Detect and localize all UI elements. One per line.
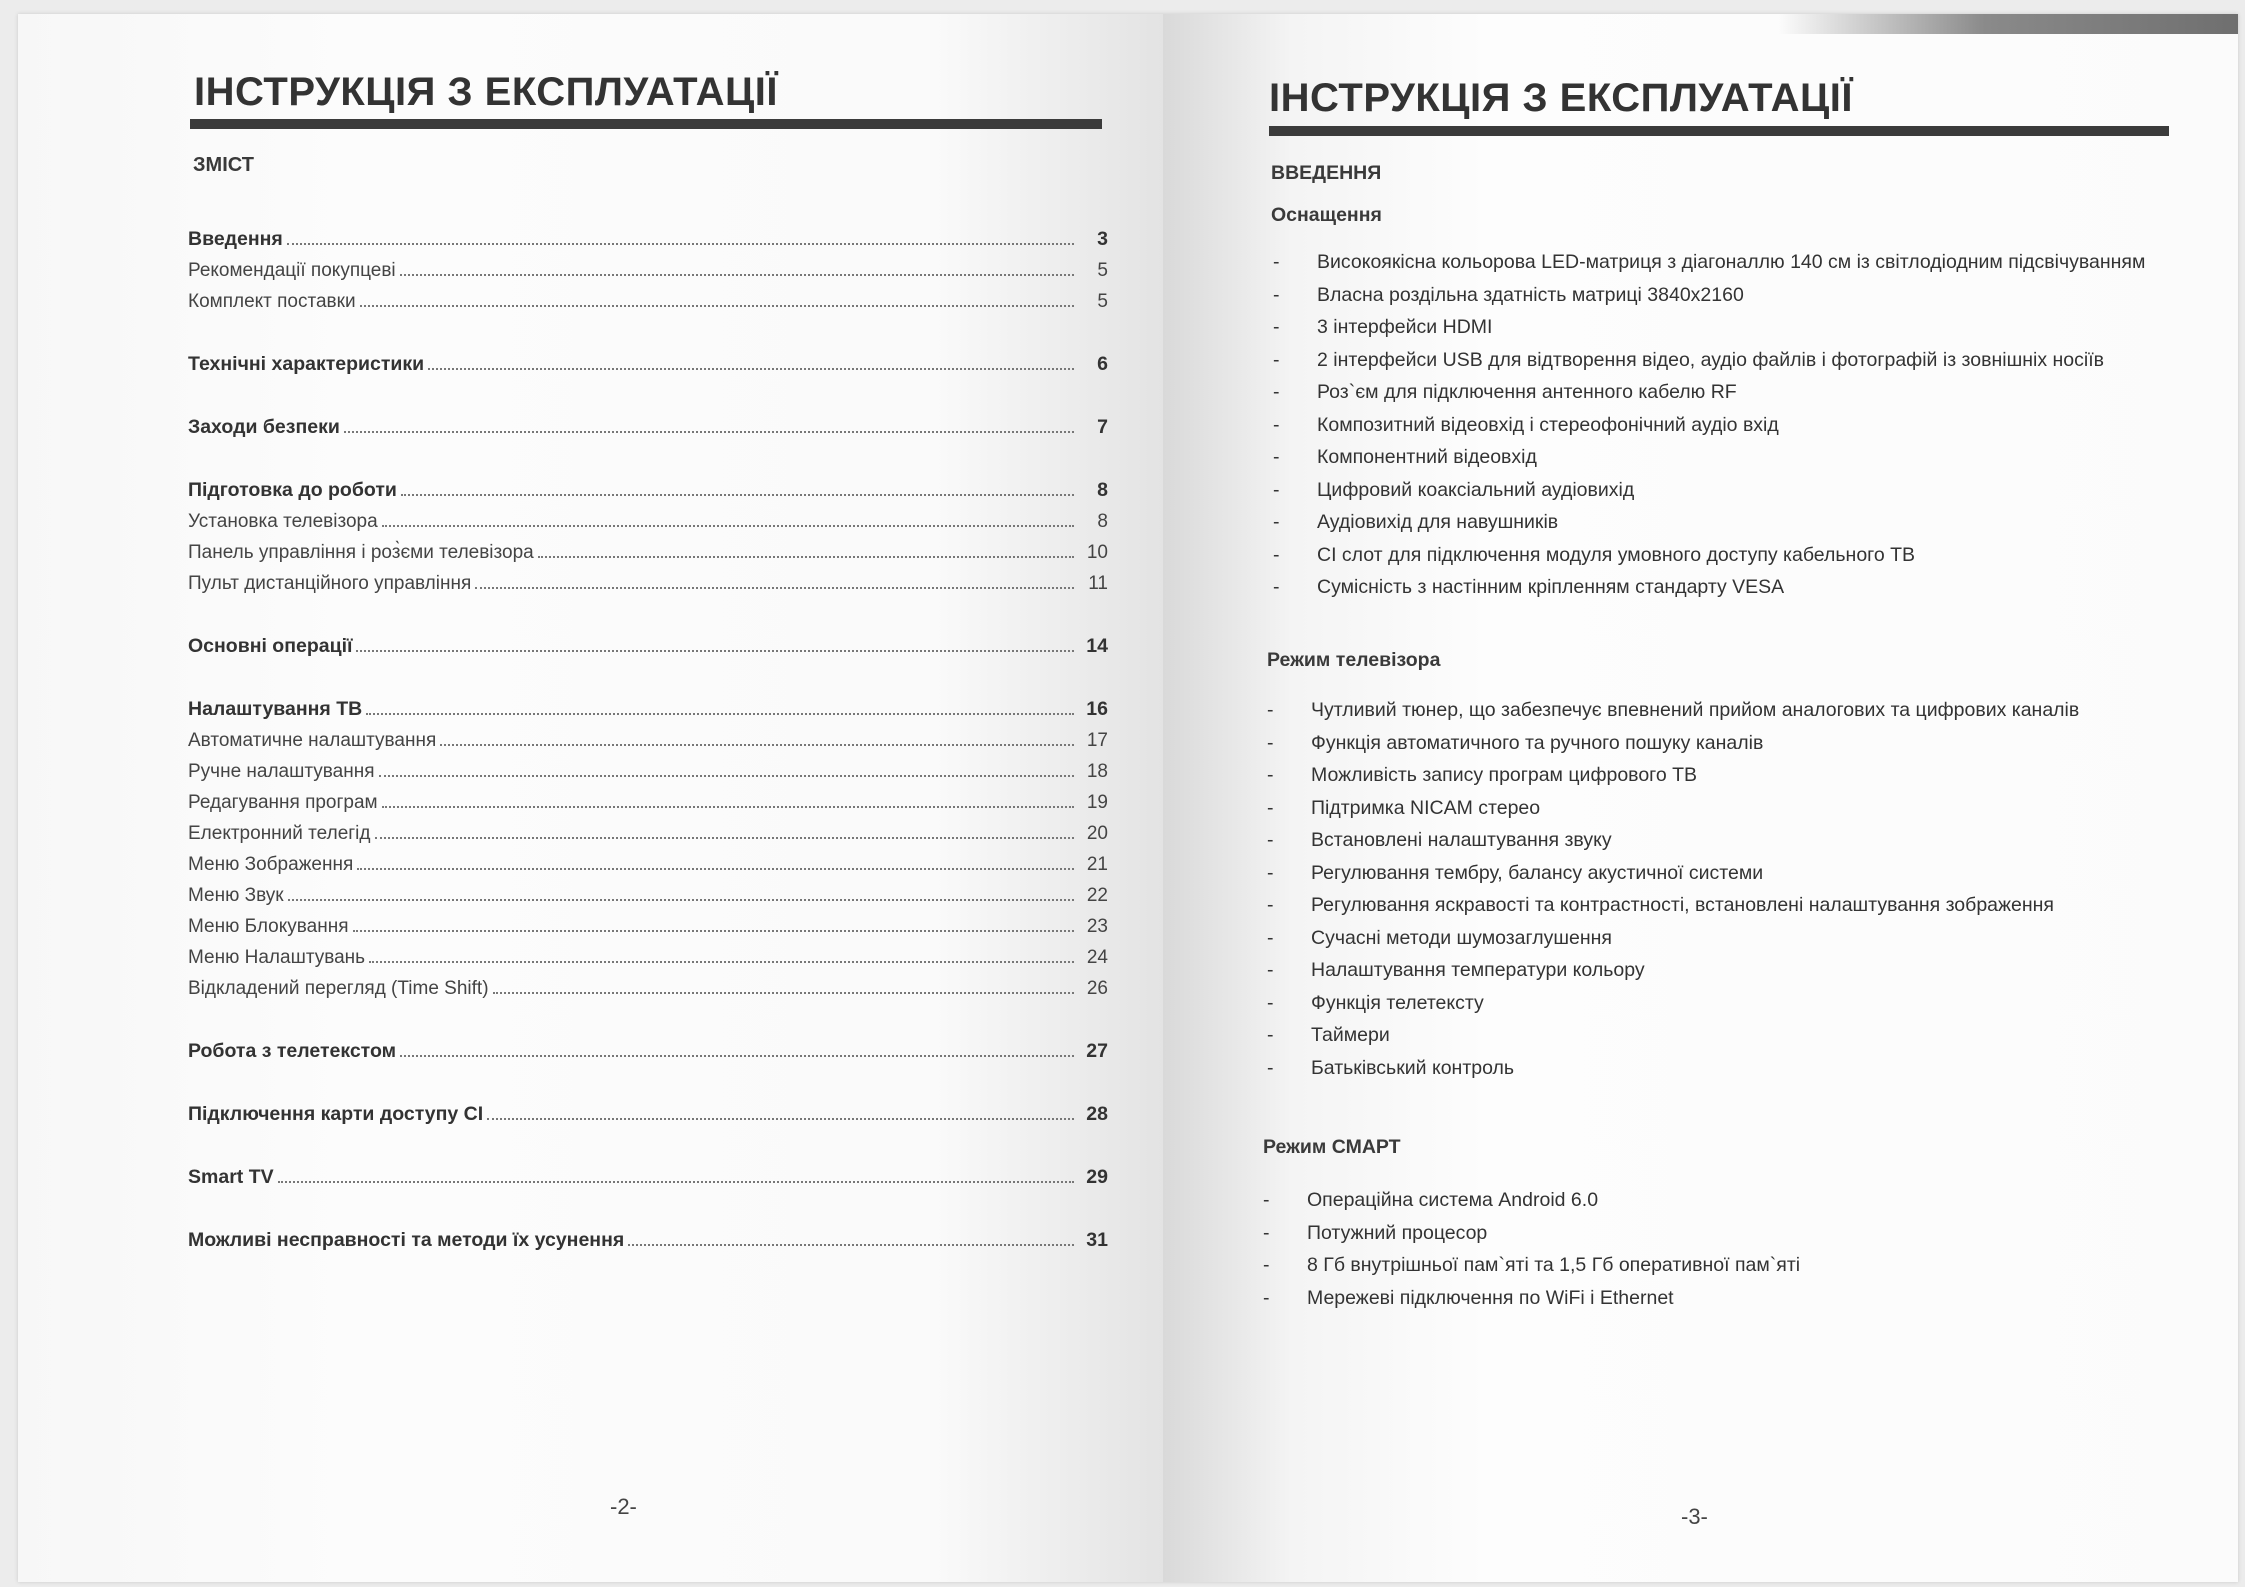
list-item bbox=[1267, 922, 2079, 955]
toc-entry-label: Відкладений перегляд (Time Shift) bbox=[188, 978, 489, 999]
toc-entry-label: Основні операції bbox=[188, 635, 353, 657]
toc-leader-dots bbox=[369, 961, 1074, 963]
list-item-text: 2 інтерфейси USB для відтворення відео, аудіо файлів і фотографій із зовнішніх носіїв bbox=[1317, 348, 2104, 371]
toc-entry-label: Рекомендації покупцеві bbox=[188, 260, 396, 281]
toc-leader-dots bbox=[538, 556, 1074, 558]
list-item-text: Композитний відеовхід і стереофонічний аудіо вхід bbox=[1317, 413, 1779, 436]
bullet-dash: - bbox=[1263, 1254, 1270, 1276]
list-item bbox=[1263, 1217, 1800, 1250]
toc-leader-dots bbox=[382, 525, 1074, 527]
toc-entry bbox=[188, 224, 1108, 255]
bullet-dash: - bbox=[1267, 926, 1274, 949]
list-item-text: Функція телетексту bbox=[1311, 991, 1484, 1014]
list-item bbox=[1267, 954, 2079, 987]
toc-entry bbox=[188, 1036, 1108, 1067]
toc-entry-page: 23 bbox=[1086, 916, 1108, 937]
toc-entry-label: Технічні характеристики bbox=[188, 353, 425, 375]
feature-list bbox=[1273, 246, 2145, 604]
list-item-text: Високоякісна кольорова LED-матриця з діагоналлю 140 см із світлодіодним підсвічуванням bbox=[1317, 251, 2146, 273]
toc-leader-dots bbox=[287, 243, 1074, 245]
table-of-contents bbox=[188, 224, 1108, 1256]
feature-list bbox=[1263, 1184, 1800, 1314]
list-item bbox=[1267, 857, 2079, 890]
bullet-dash: - bbox=[1273, 283, 1280, 306]
list-item bbox=[1267, 1052, 2079, 1085]
list-item-text: Батьківський контроль bbox=[1311, 1056, 1515, 1079]
left-page-number: -2- bbox=[610, 1494, 637, 1519]
list-item-text: Регулювання тембру, балансу акустичної системи bbox=[1311, 861, 1764, 884]
bullet-dash: - bbox=[1267, 731, 1274, 754]
list-item-text: Функція автоматичного та ручного пошуку каналів bbox=[1311, 731, 1764, 754]
list-item bbox=[1267, 987, 2079, 1020]
left-page bbox=[18, 14, 1163, 1582]
bullet-dash: - bbox=[1273, 511, 1280, 533]
list-item-text: Таймери bbox=[1311, 1024, 1390, 1046]
toc-entry-label: Робота з телетекстом bbox=[188, 1040, 397, 1062]
toc-entry bbox=[188, 880, 1108, 911]
toc-entry bbox=[188, 911, 1108, 942]
bullet-dash: - bbox=[1267, 764, 1274, 786]
toc-entry-label: Підготовка до роботи bbox=[188, 479, 397, 501]
toc-entry bbox=[188, 694, 1108, 725]
list-item bbox=[1267, 759, 2079, 792]
bullet-dash: - bbox=[1267, 796, 1274, 819]
list-item-text: Налаштування температури кольору bbox=[1311, 959, 1645, 981]
list-item-text: Власна роздільна здатність матриці 3840x2160 bbox=[1317, 283, 1744, 306]
toc-entry-page: 18 bbox=[1086, 761, 1108, 782]
bullet-dash: - bbox=[1273, 446, 1280, 468]
toc-entry-page: 3 bbox=[1097, 228, 1108, 250]
section-heading: Режим телевізора bbox=[1267, 649, 1441, 671]
toc-entry-page: 8 bbox=[1097, 511, 1108, 532]
toc-entry-page: 8 bbox=[1097, 479, 1108, 501]
list-item-text: 3 інтерфейси HDMI bbox=[1317, 316, 1493, 338]
title-rule bbox=[1269, 126, 2169, 136]
list-item bbox=[1273, 474, 2145, 507]
list-item-text: Компонентний відеовхід bbox=[1317, 446, 1537, 468]
toc-entry-page: 5 bbox=[1097, 260, 1108, 281]
toc-entry-label: Панель управління і роз̀єми телевізора bbox=[188, 542, 534, 563]
bullet-dash: - bbox=[1273, 413, 1280, 436]
toc-entry-label: Підключення карти доступу CI bbox=[188, 1103, 484, 1125]
toc-entry-label: Налаштування ТВ bbox=[188, 698, 363, 720]
toc-entry-label: Редагування програм bbox=[188, 792, 378, 813]
section-heading: Режим СМАРТ bbox=[1263, 1136, 1401, 1158]
toc-leader-dots bbox=[628, 1244, 1074, 1246]
toc-entry-page: 6 bbox=[1097, 353, 1108, 375]
toc-entry-page: 26 bbox=[1086, 978, 1108, 999]
toc-entry-page: 5 bbox=[1097, 291, 1108, 312]
toc-entry-label: Меню Звук bbox=[188, 885, 284, 906]
manual-spread bbox=[18, 14, 2238, 1582]
toc-leader-dots bbox=[344, 431, 1074, 433]
toc-leader-dots bbox=[357, 868, 1074, 870]
list-item bbox=[1273, 311, 2145, 344]
toc-leader-dots bbox=[360, 305, 1074, 307]
toc-entry bbox=[188, 255, 1108, 286]
bullet-dash: - bbox=[1267, 699, 1274, 721]
list-item-text: Регулювання яскравості та контрастності, встановлені налаштування зображення bbox=[1311, 894, 2054, 916]
list-item bbox=[1263, 1282, 1800, 1315]
bullet-dash: - bbox=[1273, 251, 1280, 273]
toc-leader-dots bbox=[375, 837, 1075, 839]
toc-entry bbox=[188, 942, 1108, 973]
section-heading: Оснащення bbox=[1271, 204, 1382, 226]
bullet-dash: - bbox=[1273, 543, 1280, 566]
toc-leader-dots bbox=[401, 494, 1074, 496]
list-item-text: 8 Гб внутрішньої пам`яті та 1,5 Гб оперативної пам`яті bbox=[1307, 1254, 1801, 1276]
toc-entry-page: 31 bbox=[1086, 1229, 1108, 1251]
list-item-text: Роз`єм для підключення антенного кабелю RF bbox=[1317, 381, 1737, 403]
toc-entry bbox=[188, 1099, 1108, 1130]
list-item-text: Потужний процесор bbox=[1307, 1221, 1488, 1244]
bullet-dash: - bbox=[1267, 991, 1274, 1014]
bullet-dash: - bbox=[1263, 1189, 1270, 1211]
toc-entry-page: 24 bbox=[1086, 947, 1108, 968]
list-item bbox=[1273, 409, 2145, 442]
bullet-dash: - bbox=[1273, 348, 1280, 371]
toc-entry-page: 17 bbox=[1086, 730, 1108, 751]
toc-entry-page: 11 bbox=[1088, 573, 1108, 594]
toc-heading: ЗМІСТ bbox=[193, 154, 254, 176]
bullet-dash: - bbox=[1273, 316, 1280, 338]
bullet-dash: - bbox=[1263, 1286, 1270, 1309]
list-item-text: Цифровий коаксіальний аудіовихід bbox=[1317, 478, 1635, 501]
list-item bbox=[1267, 824, 2079, 857]
toc-entry-page: 20 bbox=[1086, 823, 1108, 844]
list-item-text: Сучасні методи шумозаглушення bbox=[1311, 926, 1612, 949]
toc-entry-page: 27 bbox=[1086, 1040, 1108, 1062]
toc-entry bbox=[188, 756, 1108, 787]
toc-entry-page: 16 bbox=[1086, 698, 1108, 720]
bullet-dash: - bbox=[1263, 1221, 1270, 1244]
list-item bbox=[1267, 889, 2079, 922]
list-item-text: Аудіовихід для навушників bbox=[1317, 511, 1559, 533]
toc-entry-label: Установка телевізора bbox=[188, 511, 378, 532]
list-item-text: Сумісність з настінним кріпленням стандарту VESA bbox=[1317, 576, 1785, 598]
list-item bbox=[1267, 727, 2079, 760]
toc-entry-label: Меню Блокування bbox=[188, 916, 349, 937]
toc-entry-label: Електронний телегід bbox=[188, 823, 371, 844]
bullet-dash: - bbox=[1267, 1024, 1274, 1046]
toc-leader-dots bbox=[288, 899, 1074, 901]
toc-entry bbox=[188, 349, 1108, 380]
toc-entry bbox=[188, 725, 1108, 756]
toc-entry-label: Меню Зображення bbox=[188, 854, 354, 875]
toc-entry bbox=[188, 973, 1108, 1004]
list-item bbox=[1273, 344, 2145, 377]
toc-leader-dots bbox=[440, 744, 1074, 746]
list-item-text: Можливість запису програм цифрового ТВ bbox=[1311, 764, 1698, 786]
toc-entry-page: 29 bbox=[1086, 1166, 1108, 1188]
list-item bbox=[1273, 376, 2145, 409]
list-item bbox=[1273, 571, 2145, 604]
toc-leader-dots bbox=[487, 1118, 1074, 1120]
list-item bbox=[1263, 1184, 1800, 1217]
toc-entry bbox=[188, 787, 1108, 818]
toc-entry-page: 10 bbox=[1086, 542, 1108, 563]
toc-entry bbox=[188, 1162, 1108, 1193]
list-item bbox=[1267, 1019, 2079, 1052]
toc-leader-dots bbox=[353, 930, 1075, 932]
toc-leader-dots bbox=[400, 1055, 1074, 1057]
toc-entry-label: Заходи безпеки bbox=[188, 416, 340, 438]
list-item bbox=[1273, 506, 2145, 539]
toc-entry bbox=[188, 286, 1108, 317]
bullet-dash: - bbox=[1267, 1056, 1274, 1079]
bullet-dash: - bbox=[1267, 959, 1274, 981]
bullet-dash: - bbox=[1267, 861, 1274, 884]
toc-entry-label: Smart TV bbox=[188, 1166, 274, 1188]
scan-shadow bbox=[1778, 14, 2238, 34]
list-item-text: Встановлені налаштування звуку bbox=[1311, 829, 1612, 851]
toc-leader-dots bbox=[400, 274, 1074, 276]
toc-leader-dots bbox=[366, 713, 1074, 715]
list-item bbox=[1267, 694, 2079, 727]
toc-leader-dots bbox=[356, 650, 1074, 652]
toc-entry-label: Ручне налаштування bbox=[188, 761, 375, 782]
bullet-dash: - bbox=[1273, 381, 1280, 403]
left-page-title: ІНСТРУКЦІЯ З ЕКСПЛУАТАЦІЇ bbox=[194, 70, 778, 114]
toc-entry bbox=[188, 849, 1108, 880]
bullet-dash: - bbox=[1267, 894, 1274, 916]
list-item bbox=[1273, 279, 2145, 312]
toc-entry-page: 7 bbox=[1097, 416, 1108, 438]
toc-entry bbox=[188, 475, 1108, 506]
right-page-title: ІНСТРУКЦІЯ З ЕКСПЛУАТАЦІЇ bbox=[1269, 76, 1853, 120]
list-item-text: Чутливий тюнер, що забезпечує впевнений прийом аналогових та цифрових каналів bbox=[1311, 699, 2080, 721]
bullet-dash: - bbox=[1267, 829, 1274, 851]
feature-list bbox=[1267, 694, 2079, 1084]
toc-entry bbox=[188, 506, 1108, 537]
toc-entry bbox=[188, 1225, 1108, 1256]
list-item-text: Підтримка NICAM стерео bbox=[1311, 796, 1541, 819]
right-page-number: -3- bbox=[1681, 1504, 1708, 1529]
list-item-text: CI слот для підключення модуля умовного доступу кабельного ТВ bbox=[1317, 543, 1916, 566]
toc-leader-dots bbox=[382, 806, 1074, 808]
toc-leader-dots bbox=[278, 1181, 1074, 1183]
right-page bbox=[1163, 14, 2238, 1582]
list-item bbox=[1273, 539, 2145, 572]
list-item-text: Операційна система Android 6.0 bbox=[1307, 1189, 1599, 1211]
toc-entry-page: 22 bbox=[1086, 885, 1108, 906]
bullet-dash: - bbox=[1273, 576, 1280, 598]
bullet-dash: - bbox=[1273, 478, 1280, 501]
toc-entry bbox=[188, 631, 1108, 662]
toc-entry-page: 28 bbox=[1086, 1103, 1108, 1125]
toc-leader-dots bbox=[428, 368, 1074, 370]
toc-entry bbox=[188, 568, 1108, 599]
toc-entry-page: 14 bbox=[1086, 635, 1108, 657]
toc-leader-dots bbox=[379, 775, 1074, 777]
toc-entry-page: 19 bbox=[1086, 792, 1108, 813]
toc-entry-label: Пульт дистанційного управління bbox=[188, 573, 472, 594]
list-item bbox=[1263, 1249, 1800, 1282]
title-rule bbox=[190, 119, 1102, 129]
toc-leader-dots bbox=[475, 587, 1074, 589]
toc-entry-label: Можливі несправності та методи їх усунення bbox=[188, 1229, 625, 1251]
list-item bbox=[1267, 792, 2079, 825]
toc-entry bbox=[188, 412, 1108, 443]
list-item bbox=[1273, 441, 2145, 474]
toc-entry-label: Введення bbox=[188, 228, 283, 250]
list-item bbox=[1273, 246, 2145, 279]
toc-leader-dots bbox=[493, 992, 1074, 994]
intro-heading: ВВЕДЕННЯ bbox=[1271, 162, 1382, 184]
toc-entry-label: Комплект поставки bbox=[188, 291, 356, 312]
toc-entry bbox=[188, 818, 1108, 849]
toc-entry-label: Меню Налаштувань bbox=[188, 947, 366, 968]
toc-entry bbox=[188, 537, 1108, 568]
list-item-text: Мережеві підключення по WiFi і Ethernet bbox=[1307, 1286, 1674, 1309]
toc-entry-page: 21 bbox=[1086, 854, 1108, 875]
toc-entry-label: Автоматичне налаштування bbox=[188, 730, 437, 751]
